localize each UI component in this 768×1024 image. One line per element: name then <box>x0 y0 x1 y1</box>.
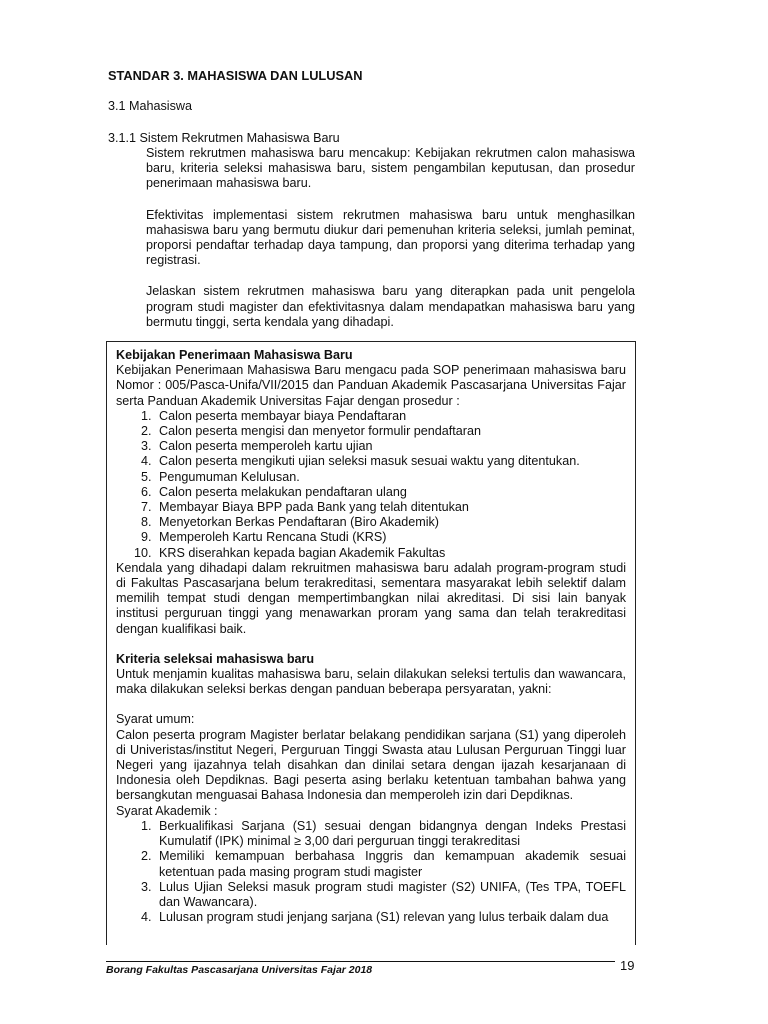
page-number: 19 <box>620 958 635 973</box>
section-title: 3.1 Mahasiswa <box>108 99 192 113</box>
policy-text: Kebijakan Penerimaan Mahasiswa Baru mengacu pada SOP penerimaan mahasiswa baru Nomor : 005/Pasca-Unifa/VII/2015 dan Panduan Akademik Pascasarjana Universitas Fajar serta Panduan Akademik Universitas Fajar dengan prosedur : <box>116 363 626 408</box>
footer-divider <box>106 961 615 962</box>
list-item: 5. Pengumuman Kelulusan. <box>155 470 626 485</box>
intro-paragraph: Efektivitas implementasi sistem rekrutmen mahasiswa baru untuk menghasilkan mahasiswa baru yang bermutu diukur dari pemenuhan kriteria seleksi, jumlah peminat, proporsi pendaftar terhadap daya tampung, dan proporsi yang diterima terhadap yang registrasi. <box>146 207 635 268</box>
list-item: 7. Membayar Biaya BPP pada Bank yang telah ditentukan <box>155 500 626 515</box>
list-item: 8. Menyetorkan Berkas Pendaftaran (Biro Akademik) <box>155 515 626 530</box>
list-item: 2. Calon peserta mengisi dan menyetor formulir pendaftaran <box>155 424 626 439</box>
list-item: 6. Calon peserta melakukan pendaftaran ulang <box>155 485 626 500</box>
general-requirements-text: Calon peserta program Magister berlatar belakang pendidikan sarjana (S1) yang diperoleh di Univeristas/institut Negeri, Perguruan Tinggi Swasta atau Lulusan Perguruan Tinggi luar Negeri yang ijazahnya telah disahkan dan dinilai setara dengan ijazah kesarjanaan di Indonesia oleh Depdiknas. Bagi peserta asing berlaku ketentuan tambahan bahwa yang bersangkutan menguasai Bahasa Indonesia dan memperoleh izin dari Depdiknas. <box>116 727 626 803</box>
procedure-list <box>116 409 626 561</box>
list-item: 4. Lulusan program studi jenjang sarjana (S1) relevan yang lulus terbaik dalam dua <box>155 910 626 925</box>
intro-paragraph: Jelaskan sistem rekrutmen mahasiswa baru yang diterapkan pada unit pengelola program studi magister dan efektivitasnya dalam mendapatkan mahasiswa baru yang bermutu tinggi, serta kendala yang dihadapi. <box>146 284 635 329</box>
spacer <box>116 697 626 712</box>
general-requirements-label: Syarat umum: <box>116 712 195 727</box>
list-item: 2. Memiliki kemampuan berbahasa Inggris dan kemampuan akademik sesuai ketentuan pada masing program studi magister <box>155 849 626 879</box>
answer-box <box>106 341 636 945</box>
list-item: 10. KRS diserahkan kepada bagian Akademik Fakultas <box>155 546 626 561</box>
subsection-title: 3.1.1 Sistem Rekrutmen Mahasiswa Baru <box>108 131 340 145</box>
policy-title: Kebijakan Penerimaan Mahasiswa Baru <box>116 348 353 362</box>
constraint-text: Kendala yang dihadapi dalam rekruitmen mahasiswa baru adalah program-program studi di Fakultas Pascasarjana belum terakreditasi, sementara masyarakat lebih selektif dalam memilih tempat studi dengan mempertimbangkan nilai akreditasi. Di sisi lain banyak institusi perguruan tinggi yang menawarkan proram yang sama dan telah terakreditasi dengan kualifikasi baik. <box>116 560 626 636</box>
criteria-text: Untuk menjamin kualitas mahasiswa baru, selain dilakukan seleksi tertulis dan wawancara, maka dilakukan seleksi berkas dengan panduan beberapa persyaratan, yakni: <box>116 667 626 697</box>
list-item: 3. Calon peserta memperoleh kartu ujian <box>155 439 626 454</box>
list-item: 1. Berkualifikasi Sarjana (S1) sesuai dengan bidangnya dengan Indeks Prestasi Kumulatif (IPK) minimal ≥ 3,00 dari perguruan tinggi terakreditasi <box>155 819 626 849</box>
intro-paragraph: Sistem rekrutmen mahasiswa baru mencakup: Kebijakan rekrutmen calon mahasiswa baru, kriteria seleksi mahasiswa baru, sistem pengambilan keputusan, dan prosedur penerimaan mahasiswa baru. <box>146 146 635 191</box>
academic-requirements-label: Syarat Akademik : <box>116 803 218 818</box>
spacer <box>116 637 626 652</box>
footer-text: Borang Fakultas Pascasarjana Universitas Fajar 2018 <box>106 964 373 976</box>
intro-paragraphs <box>146 146 635 346</box>
standard-heading: STANDAR 3. MAHASISWA DAN LULUSAN <box>108 68 363 83</box>
list-item: 4. Calon peserta mengikuti ujian seleksi masuk sesuai waktu yang ditentukan. <box>155 454 626 469</box>
academic-list <box>116 819 626 925</box>
list-item: 3. Lulus Ujian Seleksi masuk program studi magister (S2) UNIFA, (Tes TPA, TOEFL dan Wawancara). <box>155 880 626 910</box>
list-item: 1. Calon peserta membayar biaya Pendaftaran <box>155 409 626 424</box>
criteria-title: Kriteria seleksai mahasiswa baru <box>116 651 315 666</box>
list-item: 9. Memperoleh Kartu Rencana Studi (KRS) <box>155 530 626 545</box>
